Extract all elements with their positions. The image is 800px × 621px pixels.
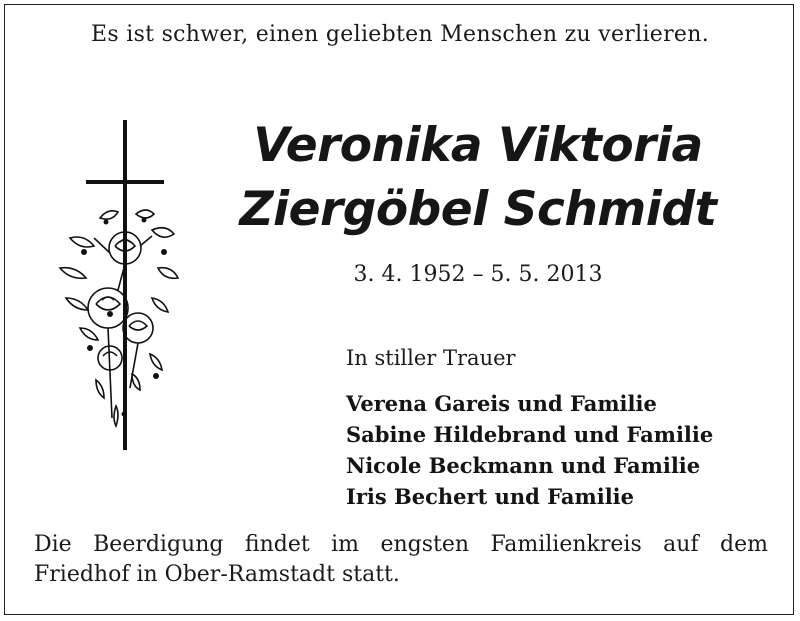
funeral-notice — [34, 530, 768, 590]
mourner-item: Verena Gareis und Familie — [346, 391, 657, 416]
mourner-item: Iris Bechert und Familie — [346, 484, 635, 509]
deceased-name-line2: Ziergöbel Schmidt — [239, 182, 717, 237]
mourning-label: In stiller Trauer — [346, 346, 516, 370]
mourner-item: Nicole Beckmann und Familie — [346, 453, 701, 478]
mourner-item: Sabine Hildebrand und Familie — [346, 422, 714, 447]
life-dates: 3. 4. 1952 – 5. 5. 2013 — [353, 262, 603, 287]
motto-text: Es ist schwer, einen geliebten Menschen zu verlieren. — [90, 22, 709, 47]
deceased-name-line1: Veronika Viktoria — [253, 118, 703, 173]
funeral-line2: Friedhof in Ober-Ramstadt statt. — [34, 562, 400, 587]
cross-with-roses-icon — [40, 118, 190, 458]
funeral-line1: Die Beerdigung findet im engsten Familienkreis auf dem — [34, 532, 768, 557]
mourner-list — [346, 388, 713, 512]
